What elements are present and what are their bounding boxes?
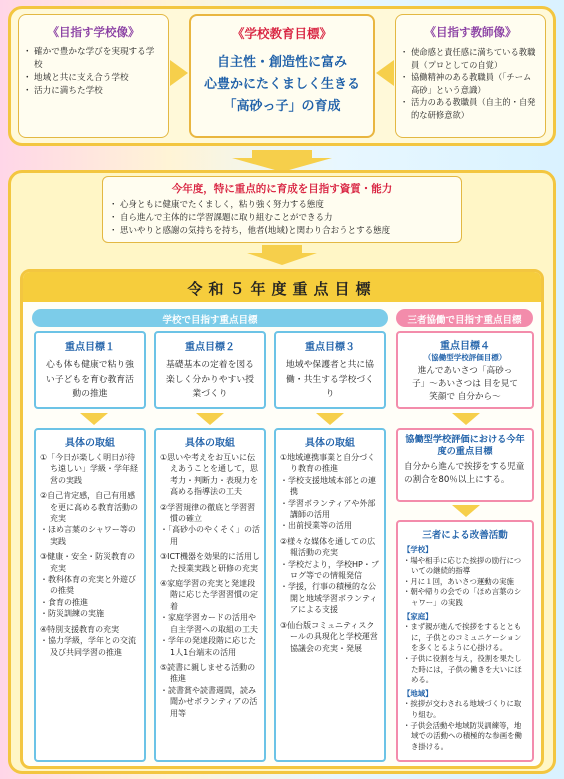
list-item bbox=[40, 551, 140, 619]
list-item bbox=[280, 620, 380, 654]
list-item-heading: ②自己肯定感，自己有用感を更に高める教育活動の充実 bbox=[40, 491, 138, 524]
list-item: ・ 心身ともに健康でたくましく，粘り強く努力する態度 bbox=[111, 199, 453, 212]
list-item-bullet: ・学習ボランティアや外部講師の活用 bbox=[280, 498, 376, 520]
qualities-title: 今年度，特に重点的に育成を目指す資質・能力 bbox=[171, 183, 393, 195]
list-item-heading: ③健康・安全・防災教育の充実 bbox=[40, 552, 136, 573]
list-item-bullet: ・「高砂小のやくそく」の活用 bbox=[160, 525, 260, 546]
kaizen-item: ・子供会活動や地域防災訓練等，地域での活動への積極的な参画を働き掛ける。 bbox=[403, 720, 522, 751]
list-item bbox=[40, 452, 140, 486]
list-item: ・ 自ら進んで主体的に学習課題に取り組むことができる力 bbox=[111, 212, 453, 225]
kaizen-item: ・挨拶が交わされる地域づくりに取り組む。 bbox=[403, 699, 522, 719]
list-item-heading: ②様々な媒体を通しての広報活動の充実 bbox=[280, 536, 376, 558]
list-item: ・ 活力に満ちた学校 bbox=[25, 85, 162, 98]
arrow-down bbox=[80, 413, 108, 425]
goal-text: 基礎基本の定着を図る楽しく分かりやすい授業づくり bbox=[166, 360, 254, 399]
torikumi-col-1 bbox=[34, 428, 146, 762]
torikumi-title: 具体の取組 bbox=[185, 438, 235, 449]
list-item-bullet: ・学校だより，学校HP・ブログ等での情報発信 bbox=[280, 559, 379, 581]
kaizen-list bbox=[403, 545, 527, 752]
goal-head: 重点目標１ bbox=[65, 342, 115, 353]
list-item: ・ 活力のある教職員（自主的・自発的な研修意欲） bbox=[402, 96, 539, 121]
list-item-heading: ③仙台版コミュニティスクールの具現化と学校運営協議会の充実・発展 bbox=[280, 620, 378, 653]
school-image-list bbox=[25, 46, 162, 98]
list-item-heading: ①思いや考えをお互いに伝えあうことを通して，思考力・判断力・表現力を高める指導法の工夫 bbox=[160, 453, 258, 497]
list-item-heading: ④特別支援教育の充実 bbox=[40, 624, 120, 634]
torikumi-title: 具体の取組 bbox=[65, 438, 115, 449]
arrow-down bbox=[452, 413, 480, 425]
torikumi-col-2 bbox=[154, 428, 266, 762]
arrow-down bbox=[316, 413, 344, 425]
kaizen-box bbox=[396, 520, 534, 762]
list-item-heading: ③ICT機器を効果的に活用した授業実践と研修の充実 bbox=[160, 552, 261, 573]
list-item-bullet: ・ほめ言葉のシャワー等の実践 bbox=[40, 525, 136, 546]
qualities-list bbox=[111, 199, 453, 238]
torikumi-col-3 bbox=[274, 428, 386, 762]
list-item-heading: ⑤読書に親しませる活動の推進 bbox=[160, 662, 256, 684]
teacher-image-box bbox=[395, 14, 546, 138]
list-item-bullet: ・家庭学習カードの活用や自主学習への取組の工夫 bbox=[160, 613, 258, 634]
list-item-heading: ④家庭学習の充実と発達段階に応じた学習習慣の定着 bbox=[160, 579, 258, 611]
list-item-heading: ①地域連携事業と自分づくり教育の推進 bbox=[280, 453, 376, 474]
school-image-title: 《目指す学校像》 bbox=[47, 25, 140, 39]
list-item-bullet: ・学校支援地域本部との連携 bbox=[280, 475, 376, 497]
list-item bbox=[280, 536, 380, 616]
kaizen-item: ・場や相手に応じた挨拶の励行についての継続的指導 bbox=[403, 555, 522, 576]
school-goal-line: 自主性・創造性に富み bbox=[216, 55, 347, 70]
goal-box-3 bbox=[274, 331, 386, 409]
kaizen-item: ・子供に役割を与え，役割を果たした時には，子供の働きを大いにほめる。 bbox=[403, 653, 522, 685]
list-item bbox=[160, 502, 260, 548]
kaizen-section-label: 【家庭】 bbox=[403, 611, 433, 621]
eval-text: 自分から進んで挨拶をする児童の割合を80％以上にする。 bbox=[404, 462, 525, 485]
list-item-bullet: ・学年の発達段階に応じた1人1台端末の活用 bbox=[160, 636, 256, 657]
teacher-image-title: 《目指す教師像》 bbox=[424, 25, 517, 39]
torikumi-list bbox=[40, 452, 140, 658]
goal-sub: （協働型学校評価目標） bbox=[423, 353, 507, 362]
teacher-image-list bbox=[402, 46, 539, 122]
sansha-goals-bar-label: 三者協働で目指す重点目標 bbox=[407, 315, 522, 326]
reiwa-title: 令和５年度重点目標 bbox=[187, 280, 377, 298]
school-goal-line: 「高砂っ子」の育成 bbox=[223, 99, 341, 114]
list-item: ・ 協働精神のある教職員（「チーム高砂」という意識） bbox=[402, 71, 539, 96]
list-item bbox=[40, 490, 140, 547]
kaizen-item: ・まず親が進んで挨拶をするとともに，子供とのコミュニケーションを多くとるように心掛ける。 bbox=[403, 622, 522, 653]
kaizen-item: ・朝や帰りの会での「ほめ言葉のシャワー」の実践 bbox=[403, 587, 522, 607]
arrow-down bbox=[196, 413, 224, 425]
list-item bbox=[40, 624, 140, 658]
list-item-bullet: ・出前授業等の活用 bbox=[280, 521, 352, 531]
goal-head: 重点目標４ bbox=[440, 341, 490, 352]
list-item bbox=[160, 578, 260, 658]
torikumi-list bbox=[280, 452, 380, 654]
goal-box-4 bbox=[396, 331, 534, 409]
goal-box-2 bbox=[154, 331, 266, 409]
list-item-bullet: ・読書賞や読書週間，読み聞かせボランティアの活用等 bbox=[160, 685, 258, 718]
list-item bbox=[160, 551, 260, 574]
list-item bbox=[160, 452, 260, 498]
goal-head: 重点目標３ bbox=[305, 342, 355, 353]
list-item-bullet: ・食育の推進 bbox=[40, 597, 88, 607]
arrow-down-head bbox=[247, 253, 317, 265]
list-item bbox=[280, 452, 380, 532]
list-item-heading: ②学習規律の徹底と学習習慣の確立 bbox=[160, 502, 256, 524]
school-goal-line: 心豊かにたくましく生きる bbox=[203, 77, 360, 92]
list-item-bullet: ・協力学級，学年との交流及び共同学習の推進 bbox=[40, 636, 136, 657]
kaizen-section-label: 【学校】 bbox=[403, 545, 433, 554]
list-item-bullet: ・防災訓練の実施 bbox=[40, 609, 104, 619]
list-item: ・ 地域と共に支え合う学校 bbox=[25, 72, 162, 85]
list-item: ・ 思いやりと感謝の気持ちを持ち，他者(地域)と関わり合おうとする態度 bbox=[111, 225, 453, 238]
goal-text: 地域や保護者と共に協働・共生する学校づくり bbox=[286, 360, 374, 399]
kaizen-title: 三者による改善活動 bbox=[422, 530, 508, 541]
arrow-right bbox=[170, 60, 188, 86]
torikumi-list bbox=[160, 452, 260, 719]
goal-text: 心も体も健康で粘り強い子どもを育む教育活動の推進 bbox=[46, 360, 134, 399]
arrow-left bbox=[376, 60, 394, 86]
list-item-heading: ①「今日が楽しく明日が待ち遠しい」学級・学年経営の実践 bbox=[40, 453, 138, 485]
list-item bbox=[160, 662, 260, 719]
arrow-down bbox=[452, 505, 480, 517]
list-item: ・ 使命感と責任感に満ちている教職員（プロとしての自覚） bbox=[402, 46, 539, 71]
school-goal-box bbox=[189, 14, 375, 138]
list-item-bullet: ・教科体育の充実と外遊びの推奨 bbox=[40, 575, 136, 596]
list-item: ・ 確かで豊かな学びを実現する学校 bbox=[25, 46, 162, 72]
goal-text: 進んであいさつ「高砂っ子」〜あいさつは 目を見て笑顔で 自分から〜 bbox=[412, 366, 518, 402]
eval-box bbox=[396, 428, 534, 502]
goal-box-1 bbox=[34, 331, 146, 409]
kaizen-item: ・月に１回，あいさつ運動の実施 bbox=[403, 576, 514, 586]
school-image-box bbox=[18, 14, 169, 138]
school-goal-title: 《学校教育目標》 bbox=[231, 26, 332, 41]
eval-title: 協働型学校評価における今年度の重点目標 bbox=[405, 434, 525, 457]
list-item-bullet: ・学援，行事の積極的な公開と地域学習ボランティアによる支援 bbox=[280, 582, 378, 615]
torikumi-title: 具体の取組 bbox=[305, 438, 355, 449]
school-goals-bar-label: 学校で目指す重点目標 bbox=[162, 315, 258, 326]
goal-head: 重点目標２ bbox=[185, 342, 235, 353]
qualities-box bbox=[102, 176, 462, 243]
kaizen-section-label: 【地域】 bbox=[403, 688, 433, 698]
